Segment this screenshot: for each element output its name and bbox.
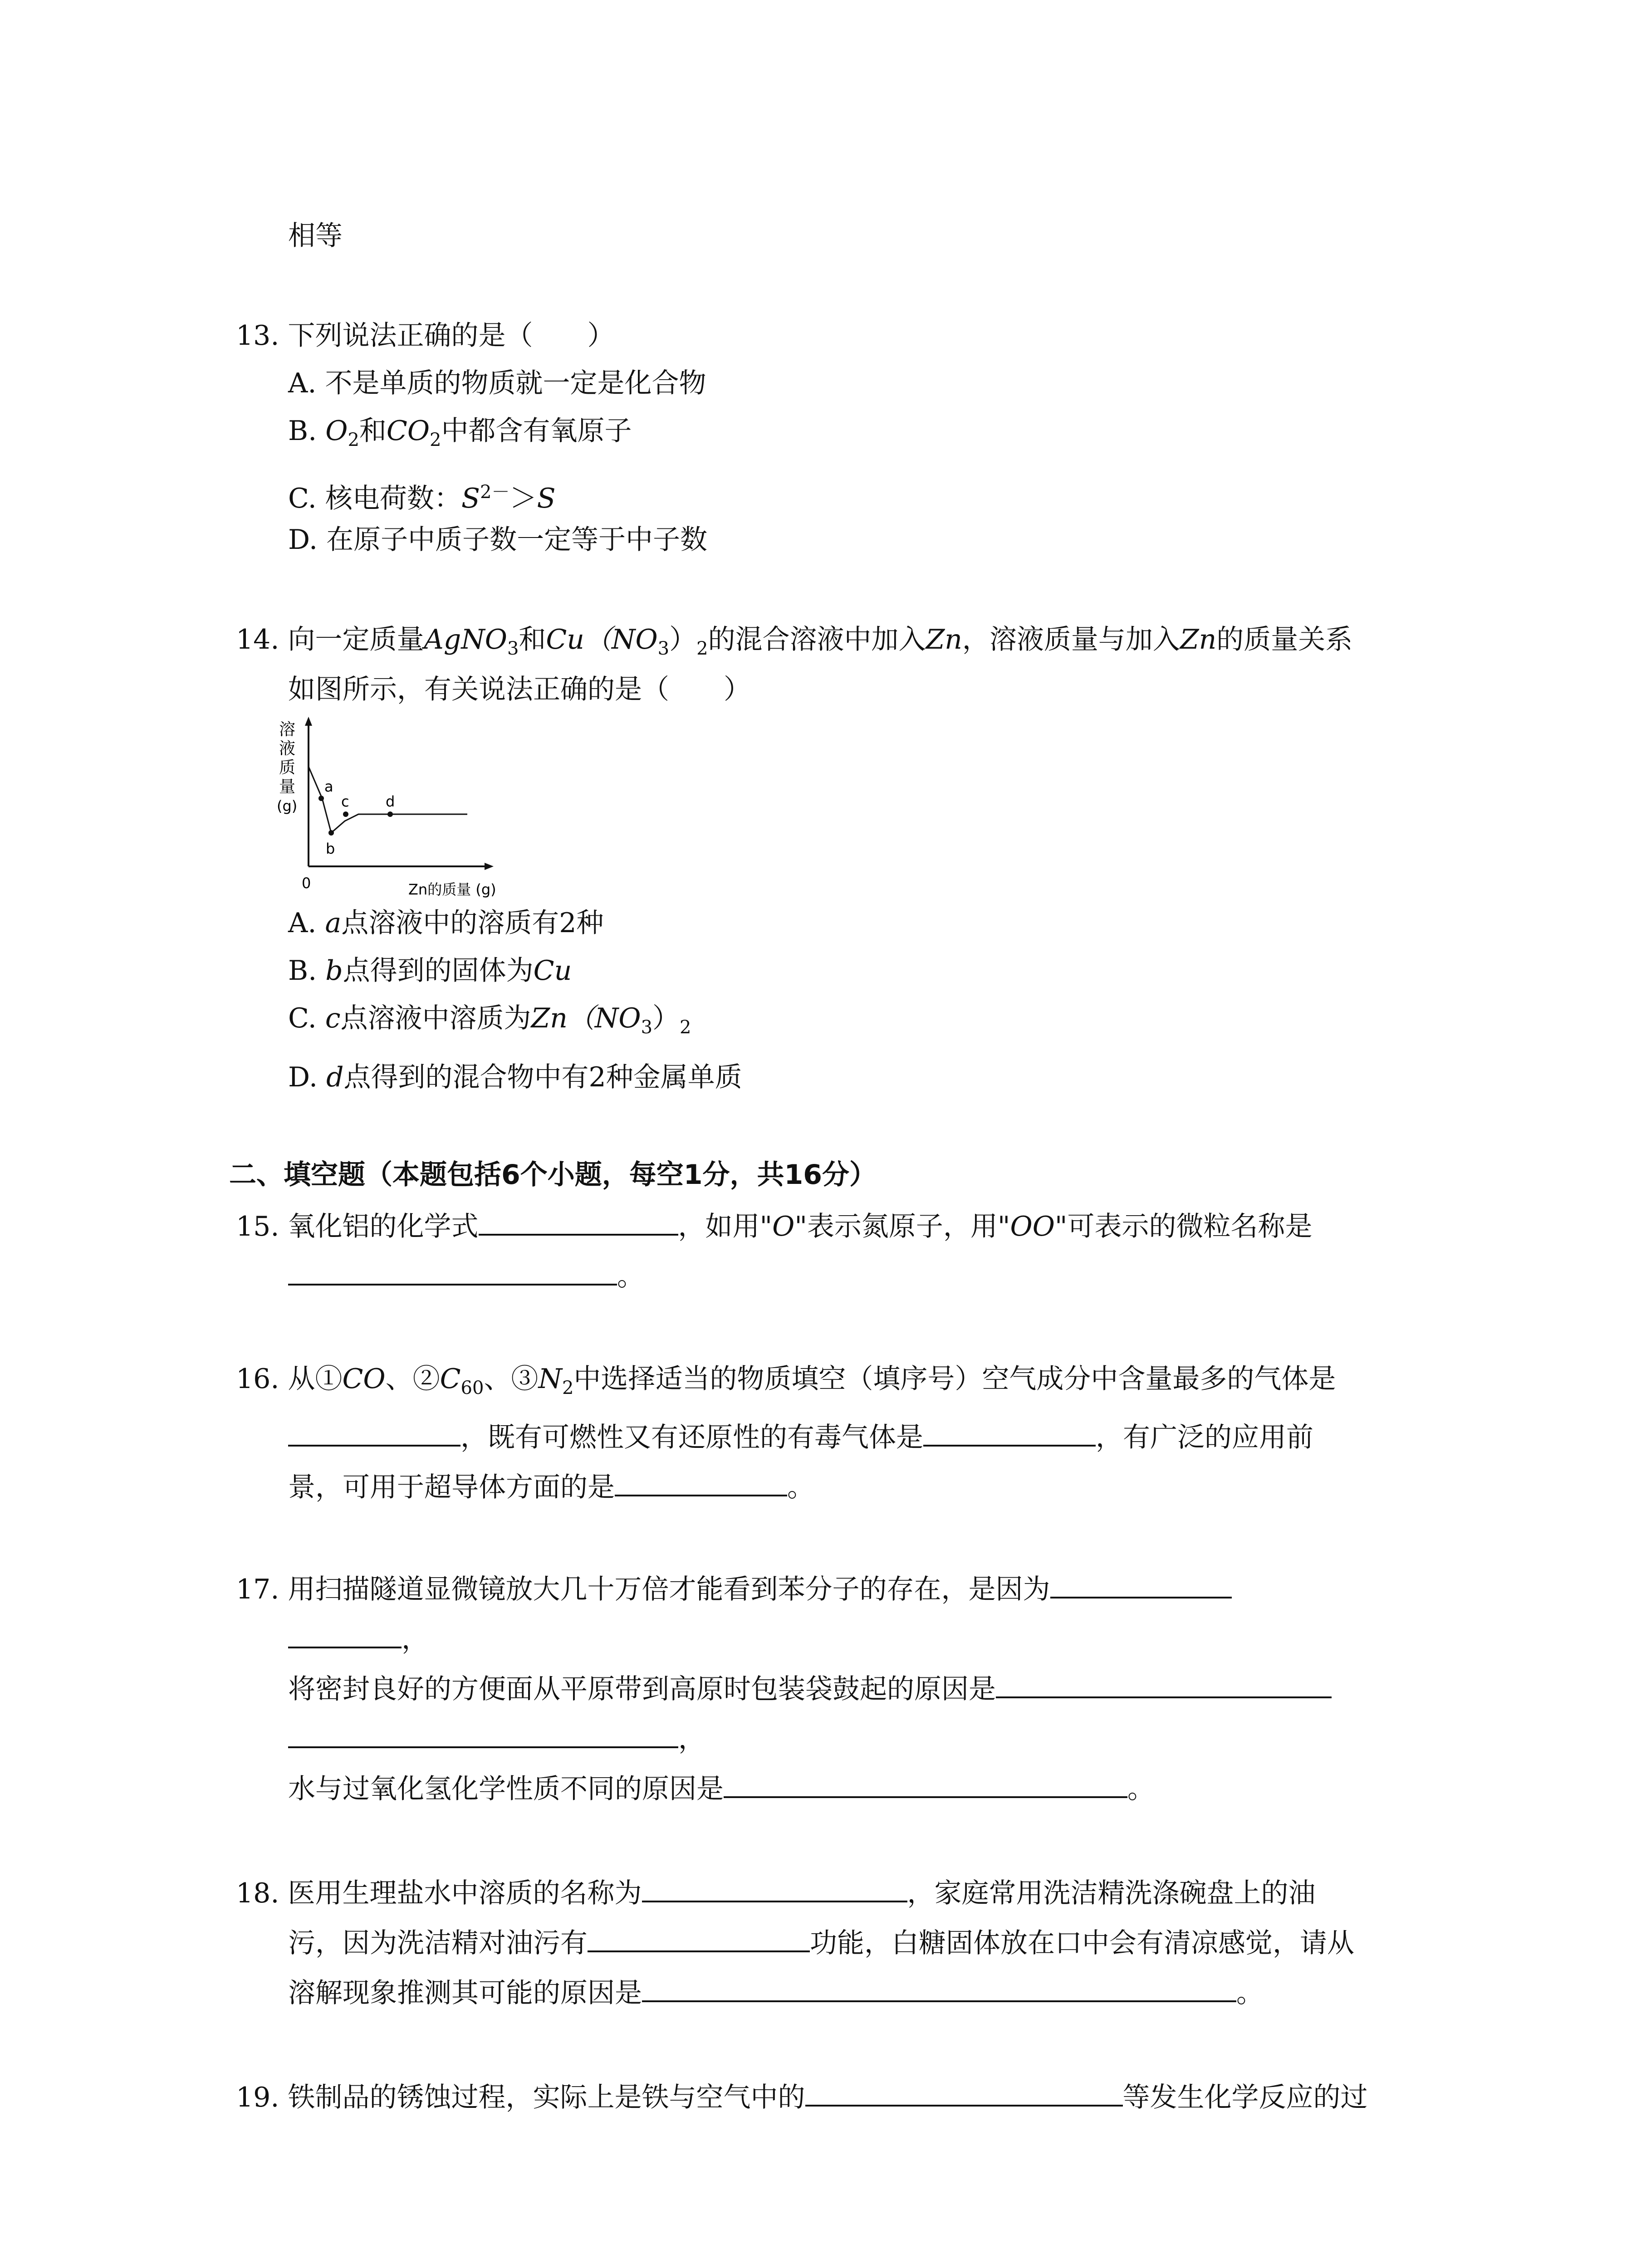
text: 和 [519,624,546,655]
formula-cu: Cu [533,955,572,987]
q14-option-d [288,1059,742,1095]
text: 。 [1127,1773,1155,1805]
subscript: 3 [657,638,670,659]
text: "表示氮原子，用" [794,1211,1010,1242]
q17-line5 [288,1769,1155,1807]
answer-blank[interactable] [588,1923,810,1952]
point-a-label: a [324,778,333,795]
answer-blank[interactable] [288,1619,402,1648]
answer-blank[interactable] [642,1973,1236,2002]
subscript: 2 [696,638,708,659]
text: 16. 从① [236,1363,343,1395]
text: 。 [787,1471,814,1503]
text: 水与过氧化氢化学性质不同的原因是 [288,1773,724,1805]
subscript: 2 [348,430,359,450]
answer-blank[interactable] [615,1467,787,1496]
text: 。 [1236,1977,1264,2009]
continuation-text: 相等 [288,220,343,252]
q17-line2 [288,1619,429,1657]
q19-line1 [236,2077,1368,2116]
answer-blank[interactable] [805,2077,1123,2107]
answer-blank[interactable] [288,1719,678,1748]
point-ref: a [325,907,342,939]
subscript: 2 [680,1017,691,1038]
formula-n2: N [538,1363,562,1395]
mass-curve [309,767,429,833]
text: 的混合溶液中加入 [708,624,926,655]
formula-cu: Cu [546,624,584,655]
answer-blank[interactable] [724,1769,1127,1798]
q18-line1 [236,1873,1316,1911]
option-letter: B. [288,415,326,447]
formula-co: CO [342,1363,386,1395]
point-a-dot [318,796,324,801]
y-unit: (g) [277,797,298,815]
point-d-label: d [386,793,395,810]
q16-line3 [288,1467,814,1505]
answer-blank[interactable] [1050,1569,1232,1598]
q13-option-c [288,474,556,517]
text: ，溶液质量与加入 [962,624,1180,655]
q13-stem: 13. 下列说法正确的是（ ） [236,320,615,352]
answer-blank[interactable] [642,1873,907,1902]
text: C. [288,1002,325,1034]
formula-zn: Zn [926,624,962,655]
point-d-dot [387,811,393,817]
text: ＞ [509,483,537,514]
q14-stem-line1 [236,621,1352,667]
point-ref: c [325,1002,341,1034]
symbol-oo: OO [1010,1211,1055,1242]
formula-zn-no3: Zn（NO [531,1002,641,1034]
text: 19. 铁制品的锈蚀过程，实际上是铁与空气中的 [236,2082,805,2113]
q17-line3 [288,1669,1332,1707]
q16-line2 [288,1418,1313,1456]
point-c-label: c [341,793,349,810]
y-label-3: 质 [279,758,296,777]
q15-line2 [288,1256,644,1295]
subscript: 3 [641,1017,653,1038]
formula-agno3: AgNO [424,624,507,655]
y-axis-arrow [305,717,312,726]
formula-s: S [537,483,556,514]
x-axis-label: Zn的质量 (g) [408,881,496,898]
point-ref: b [325,955,343,987]
q17-line4 [288,1719,705,1757]
text: 溶解现象推测其可能的原因是 [288,1977,642,2009]
text: 、② [385,1363,440,1395]
superscript: 2－ [480,482,510,503]
formula-s-ion: S [461,483,480,514]
q13-option-a: A. 不是单质的物质就一定是化合物 [288,367,706,399]
text: 14. 向一定质量 [236,624,424,655]
formula-co2: CO [386,415,430,447]
y-label-4: 量 [279,777,296,796]
text: 的质量关系 [1216,624,1353,655]
text: C. 核电荷数： [288,483,461,514]
text: 等发生化学反应的过 [1122,2082,1368,2113]
y-label-2: 液 [279,739,296,758]
text: "可表示的微粒名称是 [1054,1211,1313,1242]
q14-option-c [288,1000,691,1046]
q18-line2 [288,1923,1354,1961]
text: ） [669,624,697,655]
text: ，家庭常用洗洁精洗涤碗盘上的油 [907,1877,1316,1909]
text: ，有广泛的应用前 [1096,1422,1313,1453]
q17-line1 [236,1569,1232,1608]
point-b-dot [328,830,334,836]
text: 中选择适当的物质填空（填序号）空气成分中含量最多的气体是 [573,1363,1336,1395]
answer-blank[interactable] [923,1418,1096,1447]
symbol-o: O [772,1211,795,1242]
q13-option-b [288,413,632,458]
text: 点溶液中溶质为 [340,1002,531,1034]
subscript: 3 [507,638,519,659]
x-axis-arrow [485,863,494,870]
q18-line3 [288,1973,1264,2011]
formula-o2: O [325,415,348,447]
q13-option-d: D. 在原子中质子数一定等于中子数 [288,524,708,556]
q14-option-b [288,953,572,989]
text: ） [652,1002,680,1034]
q14-stem-line2: 如图所示，有关说法正确的是（ ） [288,674,751,705]
point-ref: d [326,1061,344,1093]
text: 、③ [484,1363,539,1395]
text: B. [288,955,326,987]
text: 点溶液中的溶质有2种 [341,907,604,939]
section-heading: 二、填空题（本题包括6个小题，每空1分，共16分） [229,1159,877,1191]
text: ， [678,1723,705,1755]
text: 17. 用扫描隧道显微镜放大几十万倍才能看到苯分子的存在，是因为 [236,1574,1050,1605]
q14-option-a [288,905,603,941]
point-c-dot [343,811,348,817]
formula-no3: （NO [584,624,658,655]
answer-blank[interactable] [288,1418,460,1447]
text: A. [288,907,325,939]
formula-zn: Zn [1180,624,1217,655]
answer-blank[interactable] [996,1669,1332,1698]
subscript: 60 [460,1378,484,1398]
origin-label: 0 [302,875,311,892]
q15-line1 [236,1207,1313,1245]
text: 点得到的混合物中有2种金属单质 [343,1061,742,1093]
mass-relation-graph [268,717,513,912]
formula-c60: C [440,1363,461,1395]
text: ，既有可燃性又有还原性的有毒气体是 [460,1422,923,1453]
y-label-1: 溶 [279,720,296,739]
text: ，如用" [678,1211,773,1242]
text: 15. 氧化铝的化学式 [236,1211,479,1242]
text: 将密封良好的方便面从平原带到高原时包装袋鼓起的原因是 [288,1673,996,1705]
text: 点得到的固体为 [343,955,534,987]
subscript: 2 [430,430,441,450]
text: 中都含有氧原子 [441,415,632,447]
subscript: 2 [562,1378,574,1398]
text: D. [288,1061,327,1093]
point-b-label: b [326,840,335,857]
text: 和 [359,415,387,447]
text: 景，可用于超导体方面的是 [288,1471,615,1503]
answer-blank[interactable] [479,1207,678,1236]
text: ， [402,1623,429,1655]
text: 污，因为洗洁精对油污有 [288,1927,588,1959]
answer-blank[interactable] [288,1256,617,1286]
q16-line1 [236,1361,1336,1406]
text: 18. 医用生理盐水中溶质的名称为 [236,1877,642,1909]
text: 。 [617,1261,644,1292]
text: 功能，白糖固体放在口中会有清凉感觉，请从 [810,1927,1354,1959]
